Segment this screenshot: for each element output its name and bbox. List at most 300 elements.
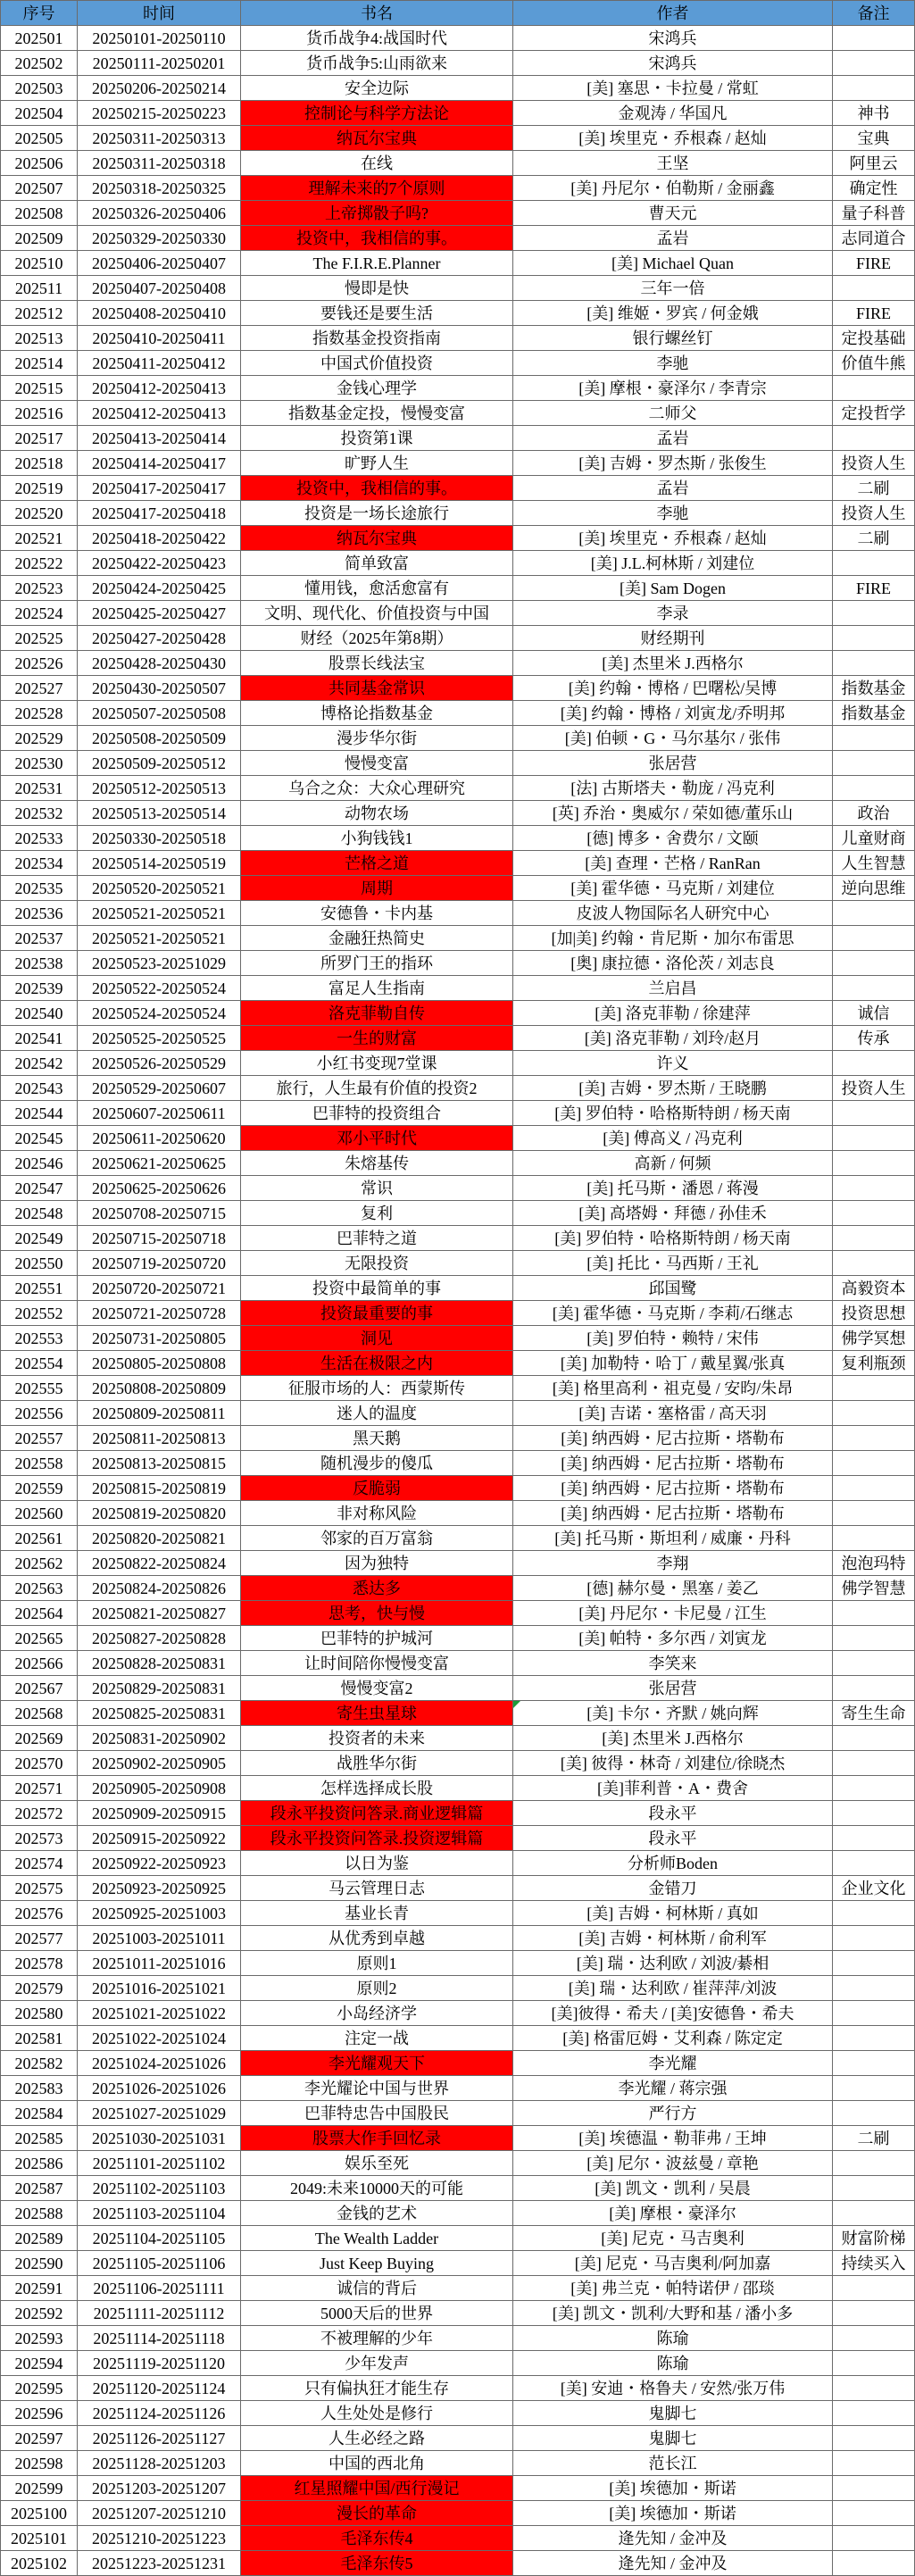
- cell-index[interactable]: 202505: [1, 126, 78, 151]
- cell-time[interactable]: 20251026-20251026: [78, 2076, 241, 2101]
- cell-title[interactable]: 不被理解的少年: [241, 2326, 513, 2351]
- cell-author[interactable]: [513, 1876, 833, 1901]
- cell-time[interactable]: 20250425-20250427: [78, 601, 241, 626]
- cell-index[interactable]: 202586: [1, 2151, 78, 2176]
- cell-author[interactable]: [513, 1526, 833, 1551]
- cell-index[interactable]: 202538: [1, 951, 78, 976]
- cell-note[interactable]: [833, 601, 915, 626]
- cell-index[interactable]: 202504: [1, 101, 78, 126]
- cell-author[interactable]: [513, 1501, 833, 1526]
- cell-note[interactable]: [833, 2151, 915, 2176]
- cell-note[interactable]: [833, 1651, 915, 1676]
- cell-index[interactable]: 202572: [1, 1801, 78, 1826]
- cell-index[interactable]: 202528: [1, 701, 78, 726]
- cell-title[interactable]: 动物农场: [241, 801, 513, 826]
- cell-time[interactable]: 20251021-20251022: [78, 2001, 241, 2026]
- cell-index[interactable]: 202524: [1, 601, 78, 626]
- cell-time[interactable]: 20250815-20250819: [78, 1476, 241, 1501]
- cell-note[interactable]: [833, 2176, 915, 2201]
- cell-author[interactable]: [513, 2501, 833, 2526]
- cell-time[interactable]: 20251223-20251231: [78, 2551, 241, 2576]
- cell-title[interactable]: 股票大作手回忆录: [241, 2126, 513, 2151]
- cell-note[interactable]: [833, 2051, 915, 2076]
- cell-title[interactable]: 马云管理日志: [241, 1876, 513, 1901]
- cell-note[interactable]: [833, 2276, 915, 2301]
- cell-title[interactable]: 中国式价值投资: [241, 351, 513, 376]
- cell-title[interactable]: 毛泽东传5: [241, 2551, 513, 2576]
- cell-title[interactable]: 2049:未来10000天的可能: [241, 2176, 513, 2201]
- cell-time[interactable]: 20250417-20250417: [78, 476, 241, 501]
- cell-title[interactable]: 简单致富: [241, 551, 513, 576]
- cell-note[interactable]: [833, 2526, 915, 2551]
- cell-author[interactable]: [513, 1326, 833, 1351]
- cell-author[interactable]: [513, 726, 833, 751]
- cell-time[interactable]: 20250925-20251003: [78, 1901, 241, 1926]
- cell-author[interactable]: [513, 676, 833, 701]
- cell-time[interactable]: 20250805-20250808: [78, 1351, 241, 1376]
- cell-note[interactable]: 投资人生: [833, 451, 915, 476]
- cell-time[interactable]: 20250412-20250413: [78, 376, 241, 401]
- cell-title[interactable]: 金融狂热简史: [241, 926, 513, 951]
- cell-note[interactable]: [833, 1901, 915, 1926]
- cell-note[interactable]: [833, 2451, 915, 2476]
- cell-author[interactable]: [513, 426, 833, 451]
- cell-author[interactable]: [513, 1776, 833, 1801]
- cell-index[interactable]: 202539: [1, 976, 78, 1001]
- cell-note[interactable]: [833, 1176, 915, 1201]
- cell-author[interactable]: [513, 876, 833, 901]
- cell-title[interactable]: 段永平投资问答录.商业逻辑篇: [241, 1801, 513, 1826]
- cell-note[interactable]: 儿童财商: [833, 826, 915, 851]
- cell-title[interactable]: 常识: [241, 1176, 513, 1201]
- cell-title[interactable]: 小岛经济学: [241, 2001, 513, 2026]
- cell-author[interactable]: [513, 201, 833, 226]
- cell-author[interactable]: [513, 801, 833, 826]
- cell-time[interactable]: 20250329-20250330: [78, 226, 241, 251]
- cell-time[interactable]: 20250311-20250318: [78, 151, 241, 176]
- cell-index[interactable]: 202535: [1, 876, 78, 901]
- cell-index[interactable]: 202556: [1, 1401, 78, 1426]
- cell-index[interactable]: 202558: [1, 1451, 78, 1476]
- cell-time[interactable]: 20250720-20250721: [78, 1276, 241, 1301]
- cell-title[interactable]: 指数基金投资指南: [241, 326, 513, 351]
- cell-time[interactable]: 20250625-20250626: [78, 1176, 241, 1201]
- cell-author[interactable]: [513, 526, 833, 551]
- cell-index[interactable]: 202523: [1, 576, 78, 601]
- cell-note[interactable]: 投资思想: [833, 1301, 915, 1326]
- cell-author[interactable]: [513, 1626, 833, 1651]
- cell-note[interactable]: 寄生生命: [833, 1701, 915, 1726]
- cell-time[interactable]: 20250514-20250519: [78, 851, 241, 876]
- cell-index[interactable]: 202533: [1, 826, 78, 851]
- cell-index[interactable]: 202530: [1, 751, 78, 776]
- cell-time[interactable]: 20250318-20250325: [78, 176, 241, 201]
- cell-time[interactable]: 20250824-20250826: [78, 1576, 241, 1601]
- cell-author[interactable]: [513, 2276, 833, 2301]
- cell-index[interactable]: 202581: [1, 2026, 78, 2051]
- cell-index[interactable]: 2025101: [1, 2526, 78, 2551]
- cell-index[interactable]: 202501: [1, 26, 78, 51]
- cell-index[interactable]: 202553: [1, 1326, 78, 1351]
- cell-time[interactable]: 20251016-20251021: [78, 1976, 241, 2001]
- cell-index[interactable]: 202559: [1, 1476, 78, 1501]
- cell-title[interactable]: 邓小平时代: [241, 1126, 513, 1151]
- cell-note[interactable]: [833, 951, 915, 976]
- cell-author[interactable]: [513, 1576, 833, 1601]
- cell-note[interactable]: 持续买入: [833, 2251, 915, 2276]
- cell-time[interactable]: 20250101-20250110: [78, 26, 241, 51]
- cell-index[interactable]: 202590: [1, 2251, 78, 2276]
- cell-time[interactable]: 20251126-20251127: [78, 2426, 241, 2451]
- cell-note[interactable]: [833, 76, 915, 101]
- cell-note[interactable]: [833, 51, 915, 76]
- cell-title[interactable]: 旅行，人生最有价值的投资2: [241, 1076, 513, 1101]
- cell-note[interactable]: [833, 2401, 915, 2426]
- cell-title[interactable]: 投资中最简单的事: [241, 1276, 513, 1301]
- cell-author[interactable]: [513, 1751, 833, 1776]
- cell-note[interactable]: [833, 1051, 915, 1076]
- cell-title[interactable]: 金钱心理学: [241, 376, 513, 401]
- cell-time[interactable]: 20250529-20250607: [78, 1076, 241, 1101]
- header-time[interactable]: 时间: [78, 1, 241, 26]
- cell-title[interactable]: 随机漫步的傻瓜: [241, 1451, 513, 1476]
- cell-time[interactable]: 20250922-20250923: [78, 1851, 241, 1876]
- cell-note[interactable]: [833, 1501, 915, 1526]
- cell-author[interactable]: [513, 1201, 833, 1226]
- cell-note[interactable]: [833, 1401, 915, 1426]
- cell-time[interactable]: 20250111-20250201: [78, 51, 241, 76]
- cell-time[interactable]: 20250412-20250413: [78, 401, 241, 426]
- cell-time[interactable]: 20250326-20250406: [78, 201, 241, 226]
- cell-time[interactable]: 20250413-20250414: [78, 426, 241, 451]
- cell-note[interactable]: [833, 751, 915, 776]
- cell-time[interactable]: 20250521-20250521: [78, 901, 241, 926]
- cell-author[interactable]: [513, 476, 833, 501]
- cell-time[interactable]: 20250719-20250720: [78, 1251, 241, 1276]
- cell-title[interactable]: 投资中，我相信的事。: [241, 226, 513, 251]
- cell-time[interactable]: 20251124-20251126: [78, 2401, 241, 2426]
- cell-note[interactable]: 神书: [833, 101, 915, 126]
- cell-title[interactable]: 财经（2025年第8期）: [241, 626, 513, 651]
- cell-index[interactable]: 202527: [1, 676, 78, 701]
- cell-time[interactable]: 20251105-20251106: [78, 2251, 241, 2276]
- cell-title[interactable]: 巴菲特的护城河: [241, 1626, 513, 1651]
- cell-index[interactable]: 202589: [1, 2226, 78, 2251]
- cell-note[interactable]: [833, 1476, 915, 1501]
- cell-index[interactable]: 202522: [1, 551, 78, 576]
- cell-time[interactable]: 20250509-20250512: [78, 751, 241, 776]
- cell-time[interactable]: 20250909-20250915: [78, 1801, 241, 1826]
- cell-index[interactable]: 202580: [1, 2001, 78, 2026]
- cell-title[interactable]: 反脆弱: [241, 1476, 513, 1501]
- cell-note[interactable]: [833, 1126, 915, 1151]
- cell-time[interactable]: 20250621-20250625: [78, 1151, 241, 1176]
- cell-title[interactable]: 漫步华尔街: [241, 726, 513, 751]
- cell-index[interactable]: 202573: [1, 1826, 78, 1851]
- cell-author[interactable]: [513, 2201, 833, 2226]
- cell-title[interactable]: 文明、现代化、价值投资与中国: [241, 601, 513, 626]
- cell-time[interactable]: 20250521-20250521: [78, 926, 241, 951]
- cell-note[interactable]: [833, 1726, 915, 1751]
- cell-time[interactable]: 20250525-20250525: [78, 1026, 241, 1051]
- cell-author[interactable]: [513, 1951, 833, 1976]
- cell-index[interactable]: 202583: [1, 2076, 78, 2101]
- cell-note[interactable]: 定投哲学: [833, 401, 915, 426]
- cell-time[interactable]: 20250206-20250214: [78, 76, 241, 101]
- cell-index[interactable]: 202545: [1, 1126, 78, 1151]
- cell-title[interactable]: 非对称风险: [241, 1501, 513, 1526]
- cell-index[interactable]: 202551: [1, 1276, 78, 1301]
- cell-author[interactable]: [513, 1276, 833, 1301]
- cell-author[interactable]: [513, 2401, 833, 2426]
- cell-title[interactable]: 纳瓦尔宝典: [241, 126, 513, 151]
- cell-author[interactable]: [513, 2001, 833, 2026]
- cell-time[interactable]: 20251111-20251112: [78, 2301, 241, 2326]
- cell-index[interactable]: 202514: [1, 351, 78, 376]
- cell-index[interactable]: 202594: [1, 2351, 78, 2376]
- cell-author[interactable]: [513, 301, 833, 326]
- cell-note[interactable]: [833, 276, 915, 301]
- cell-index[interactable]: 202547: [1, 1176, 78, 1201]
- cell-note[interactable]: [833, 2026, 915, 2051]
- cell-time[interactable]: 20251207-20251210: [78, 2501, 241, 2526]
- cell-index[interactable]: 202562: [1, 1551, 78, 1576]
- cell-time[interactable]: 20250407-20250408: [78, 276, 241, 301]
- cell-note[interactable]: 二刷: [833, 526, 915, 551]
- cell-title[interactable]: 上帝掷骰子吗?: [241, 201, 513, 226]
- cell-title[interactable]: 战胜华尔街: [241, 1751, 513, 1776]
- cell-author[interactable]: [513, 101, 833, 126]
- cell-index[interactable]: 202536: [1, 901, 78, 926]
- cell-author[interactable]: [513, 51, 833, 76]
- cell-time[interactable]: 20250915-20250922: [78, 1826, 241, 1851]
- cell-time[interactable]: 20250424-20250425: [78, 576, 241, 601]
- cell-author[interactable]: [513, 376, 833, 401]
- cell-time[interactable]: 20251106-20251111: [78, 2276, 241, 2301]
- cell-note[interactable]: 量子科普: [833, 201, 915, 226]
- cell-time[interactable]: 20250715-20250718: [78, 1226, 241, 1251]
- cell-author[interactable]: [513, 1926, 833, 1951]
- cell-time[interactable]: 20251103-20251104: [78, 2201, 241, 2226]
- cell-index[interactable]: 202512: [1, 301, 78, 326]
- cell-title[interactable]: The F.I.R.E.Planner: [241, 251, 513, 276]
- cell-author[interactable]: [513, 26, 833, 51]
- cell-author[interactable]: [513, 451, 833, 476]
- cell-note[interactable]: [833, 1251, 915, 1276]
- cell-time[interactable]: 20251003-20251011: [78, 1926, 241, 1951]
- cell-index[interactable]: 202575: [1, 1876, 78, 1901]
- cell-title[interactable]: 小红书变现7堂课: [241, 1051, 513, 1076]
- cell-author[interactable]: [513, 2151, 833, 2176]
- cell-time[interactable]: 20250905-20250908: [78, 1776, 241, 1801]
- cell-index[interactable]: 202508: [1, 201, 78, 226]
- cell-time[interactable]: 20250825-20250831: [78, 1701, 241, 1726]
- cell-index[interactable]: 202599: [1, 2476, 78, 2501]
- cell-author[interactable]: [513, 1676, 833, 1701]
- cell-index[interactable]: 202549: [1, 1226, 78, 1251]
- cell-time[interactable]: 20251114-20251118: [78, 2326, 241, 2351]
- cell-index[interactable]: 202550: [1, 1251, 78, 1276]
- cell-time[interactable]: 20250427-20250428: [78, 626, 241, 651]
- cell-title[interactable]: 5000天后的世界: [241, 2301, 513, 2326]
- cell-note[interactable]: [833, 901, 915, 926]
- cell-title[interactable]: 原则2: [241, 1976, 513, 2001]
- cell-author[interactable]: [513, 276, 833, 301]
- cell-author[interactable]: [513, 2476, 833, 2501]
- cell-index[interactable]: 202576: [1, 1901, 78, 1926]
- cell-time[interactable]: 20250418-20250422: [78, 526, 241, 551]
- cell-time[interactable]: 20250902-20250905: [78, 1751, 241, 1776]
- cell-time[interactable]: 20250820-20250821: [78, 1526, 241, 1551]
- cell-time[interactable]: 20251210-20251223: [78, 2526, 241, 2551]
- cell-index[interactable]: 202591: [1, 2276, 78, 2301]
- cell-index[interactable]: 202560: [1, 1501, 78, 1526]
- cell-note[interactable]: [833, 726, 915, 751]
- cell-time[interactable]: 20250520-20250521: [78, 876, 241, 901]
- cell-index[interactable]: 202529: [1, 726, 78, 751]
- cell-title[interactable]: 理解未来的7个原则: [241, 176, 513, 201]
- cell-note[interactable]: 投资人生: [833, 1076, 915, 1101]
- cell-title[interactable]: 只有偏执狂才能生存: [241, 2376, 513, 2401]
- cell-note[interactable]: FIRE: [833, 251, 915, 276]
- cell-author[interactable]: [513, 551, 833, 576]
- cell-title[interactable]: 巴菲特忠告中国股民: [241, 2101, 513, 2126]
- cell-time[interactable]: 20250311-20250313: [78, 126, 241, 151]
- cell-note[interactable]: 指数基金: [833, 676, 915, 701]
- cell-index[interactable]: 202534: [1, 851, 78, 876]
- cell-note[interactable]: 二刷: [833, 2126, 915, 2151]
- cell-index[interactable]: 202526: [1, 651, 78, 676]
- cell-author[interactable]: [513, 1651, 833, 1676]
- cell-index[interactable]: 202593: [1, 2326, 78, 2351]
- cell-index[interactable]: 202507: [1, 176, 78, 201]
- cell-time[interactable]: 20251102-20251103: [78, 2176, 241, 2201]
- cell-author[interactable]: [513, 1701, 833, 1726]
- cell-note[interactable]: [833, 2426, 915, 2451]
- cell-note[interactable]: [833, 1926, 915, 1951]
- cell-author[interactable]: [513, 1976, 833, 2001]
- cell-title[interactable]: 慢慢变富: [241, 751, 513, 776]
- cell-note[interactable]: [833, 1976, 915, 2001]
- cell-note[interactable]: [833, 1601, 915, 1626]
- cell-index[interactable]: 202587: [1, 2176, 78, 2201]
- cell-index[interactable]: 202518: [1, 451, 78, 476]
- cell-time[interactable]: 20251203-20251207: [78, 2476, 241, 2501]
- cell-author[interactable]: [513, 626, 833, 651]
- cell-time[interactable]: 20250215-20250223: [78, 101, 241, 126]
- header-title[interactable]: 书名: [241, 1, 513, 26]
- cell-time[interactable]: 20251022-20251024: [78, 2026, 241, 2051]
- cell-author[interactable]: [513, 401, 833, 426]
- cell-author[interactable]: [513, 976, 833, 1001]
- cell-title[interactable]: 思考，快与慢: [241, 1601, 513, 1626]
- cell-author[interactable]: [513, 1176, 833, 1201]
- cell-author[interactable]: [513, 2051, 833, 2076]
- cell-index[interactable]: 202503: [1, 76, 78, 101]
- cell-author[interactable]: [513, 1801, 833, 1826]
- cell-note[interactable]: 高毅资本: [833, 1276, 915, 1301]
- cell-note[interactable]: [833, 2476, 915, 2501]
- cell-title[interactable]: 洞见: [241, 1326, 513, 1351]
- cell-title[interactable]: 芒格之道: [241, 851, 513, 876]
- cell-title[interactable]: 娱乐至死: [241, 2151, 513, 2176]
- cell-time[interactable]: 20250831-20250902: [78, 1726, 241, 1751]
- cell-author[interactable]: [513, 251, 833, 276]
- cell-title[interactable]: 邻家的百万富翁: [241, 1526, 513, 1551]
- cell-author[interactable]: [513, 1076, 833, 1101]
- cell-index[interactable]: 202571: [1, 1776, 78, 1801]
- cell-index[interactable]: 202515: [1, 376, 78, 401]
- cell-note[interactable]: [833, 1776, 915, 1801]
- cell-title[interactable]: 投资第1课: [241, 426, 513, 451]
- cell-author[interactable]: [513, 2226, 833, 2251]
- cell-author[interactable]: [513, 2551, 833, 2576]
- cell-note[interactable]: [833, 976, 915, 1001]
- cell-author[interactable]: [513, 2351, 833, 2376]
- cell-note[interactable]: [833, 2101, 915, 2126]
- cell-note[interactable]: [833, 1676, 915, 1701]
- cell-title[interactable]: 安全边际: [241, 76, 513, 101]
- cell-title[interactable]: 以日为鉴: [241, 1851, 513, 1876]
- cell-index[interactable]: 202537: [1, 926, 78, 951]
- cell-title[interactable]: 投资是一场长途旅行: [241, 501, 513, 526]
- cell-author[interactable]: [513, 2026, 833, 2051]
- cell-note[interactable]: [833, 2201, 915, 2226]
- cell-index[interactable]: 202579: [1, 1976, 78, 2001]
- cell-time[interactable]: 20250822-20250824: [78, 1551, 241, 1576]
- cell-title[interactable]: The Wealth Ladder: [241, 2226, 513, 2251]
- cell-time[interactable]: 20250508-20250509: [78, 726, 241, 751]
- cell-note[interactable]: [833, 2376, 915, 2401]
- cell-time[interactable]: 20250524-20250524: [78, 1001, 241, 1026]
- cell-author[interactable]: [513, 1476, 833, 1501]
- cell-author[interactable]: [513, 176, 833, 201]
- cell-author[interactable]: [513, 501, 833, 526]
- cell-note[interactable]: [833, 1426, 915, 1451]
- cell-index[interactable]: 202588: [1, 2201, 78, 2226]
- cell-note[interactable]: [833, 651, 915, 676]
- cell-author[interactable]: [513, 2076, 833, 2101]
- cell-note[interactable]: 复利瓶颈: [833, 1351, 915, 1376]
- cell-time[interactable]: 20250428-20250430: [78, 651, 241, 676]
- cell-note[interactable]: [833, 1101, 915, 1126]
- cell-note[interactable]: [833, 1201, 915, 1226]
- cell-title[interactable]: 共同基金常识: [241, 676, 513, 701]
- cell-index[interactable]: 202561: [1, 1526, 78, 1551]
- cell-title[interactable]: 复利: [241, 1201, 513, 1226]
- cell-index[interactable]: 202565: [1, 1626, 78, 1651]
- cell-author[interactable]: [513, 851, 833, 876]
- cell-time[interactable]: 20250406-20250407: [78, 251, 241, 276]
- cell-note[interactable]: 指数基金: [833, 701, 915, 726]
- cell-time[interactable]: 20250410-20250411: [78, 326, 241, 351]
- cell-title[interactable]: 要钱还是要生活: [241, 301, 513, 326]
- cell-time[interactable]: 20250507-20250508: [78, 701, 241, 726]
- cell-title[interactable]: 寄生虫星球: [241, 1701, 513, 1726]
- cell-index[interactable]: 202540: [1, 1001, 78, 1026]
- cell-index[interactable]: 202502: [1, 51, 78, 76]
- cell-time[interactable]: 20250408-20250410: [78, 301, 241, 326]
- cell-author[interactable]: [513, 1001, 833, 1026]
- cell-time[interactable]: 20251024-20251026: [78, 2051, 241, 2076]
- cell-note[interactable]: [833, 551, 915, 576]
- cell-note[interactable]: [833, 1226, 915, 1251]
- cell-index[interactable]: 2025102: [1, 2551, 78, 2576]
- cell-time[interactable]: 20251030-20251031: [78, 2126, 241, 2151]
- cell-author[interactable]: [513, 951, 833, 976]
- cell-note[interactable]: 二刷: [833, 476, 915, 501]
- cell-note[interactable]: [833, 376, 915, 401]
